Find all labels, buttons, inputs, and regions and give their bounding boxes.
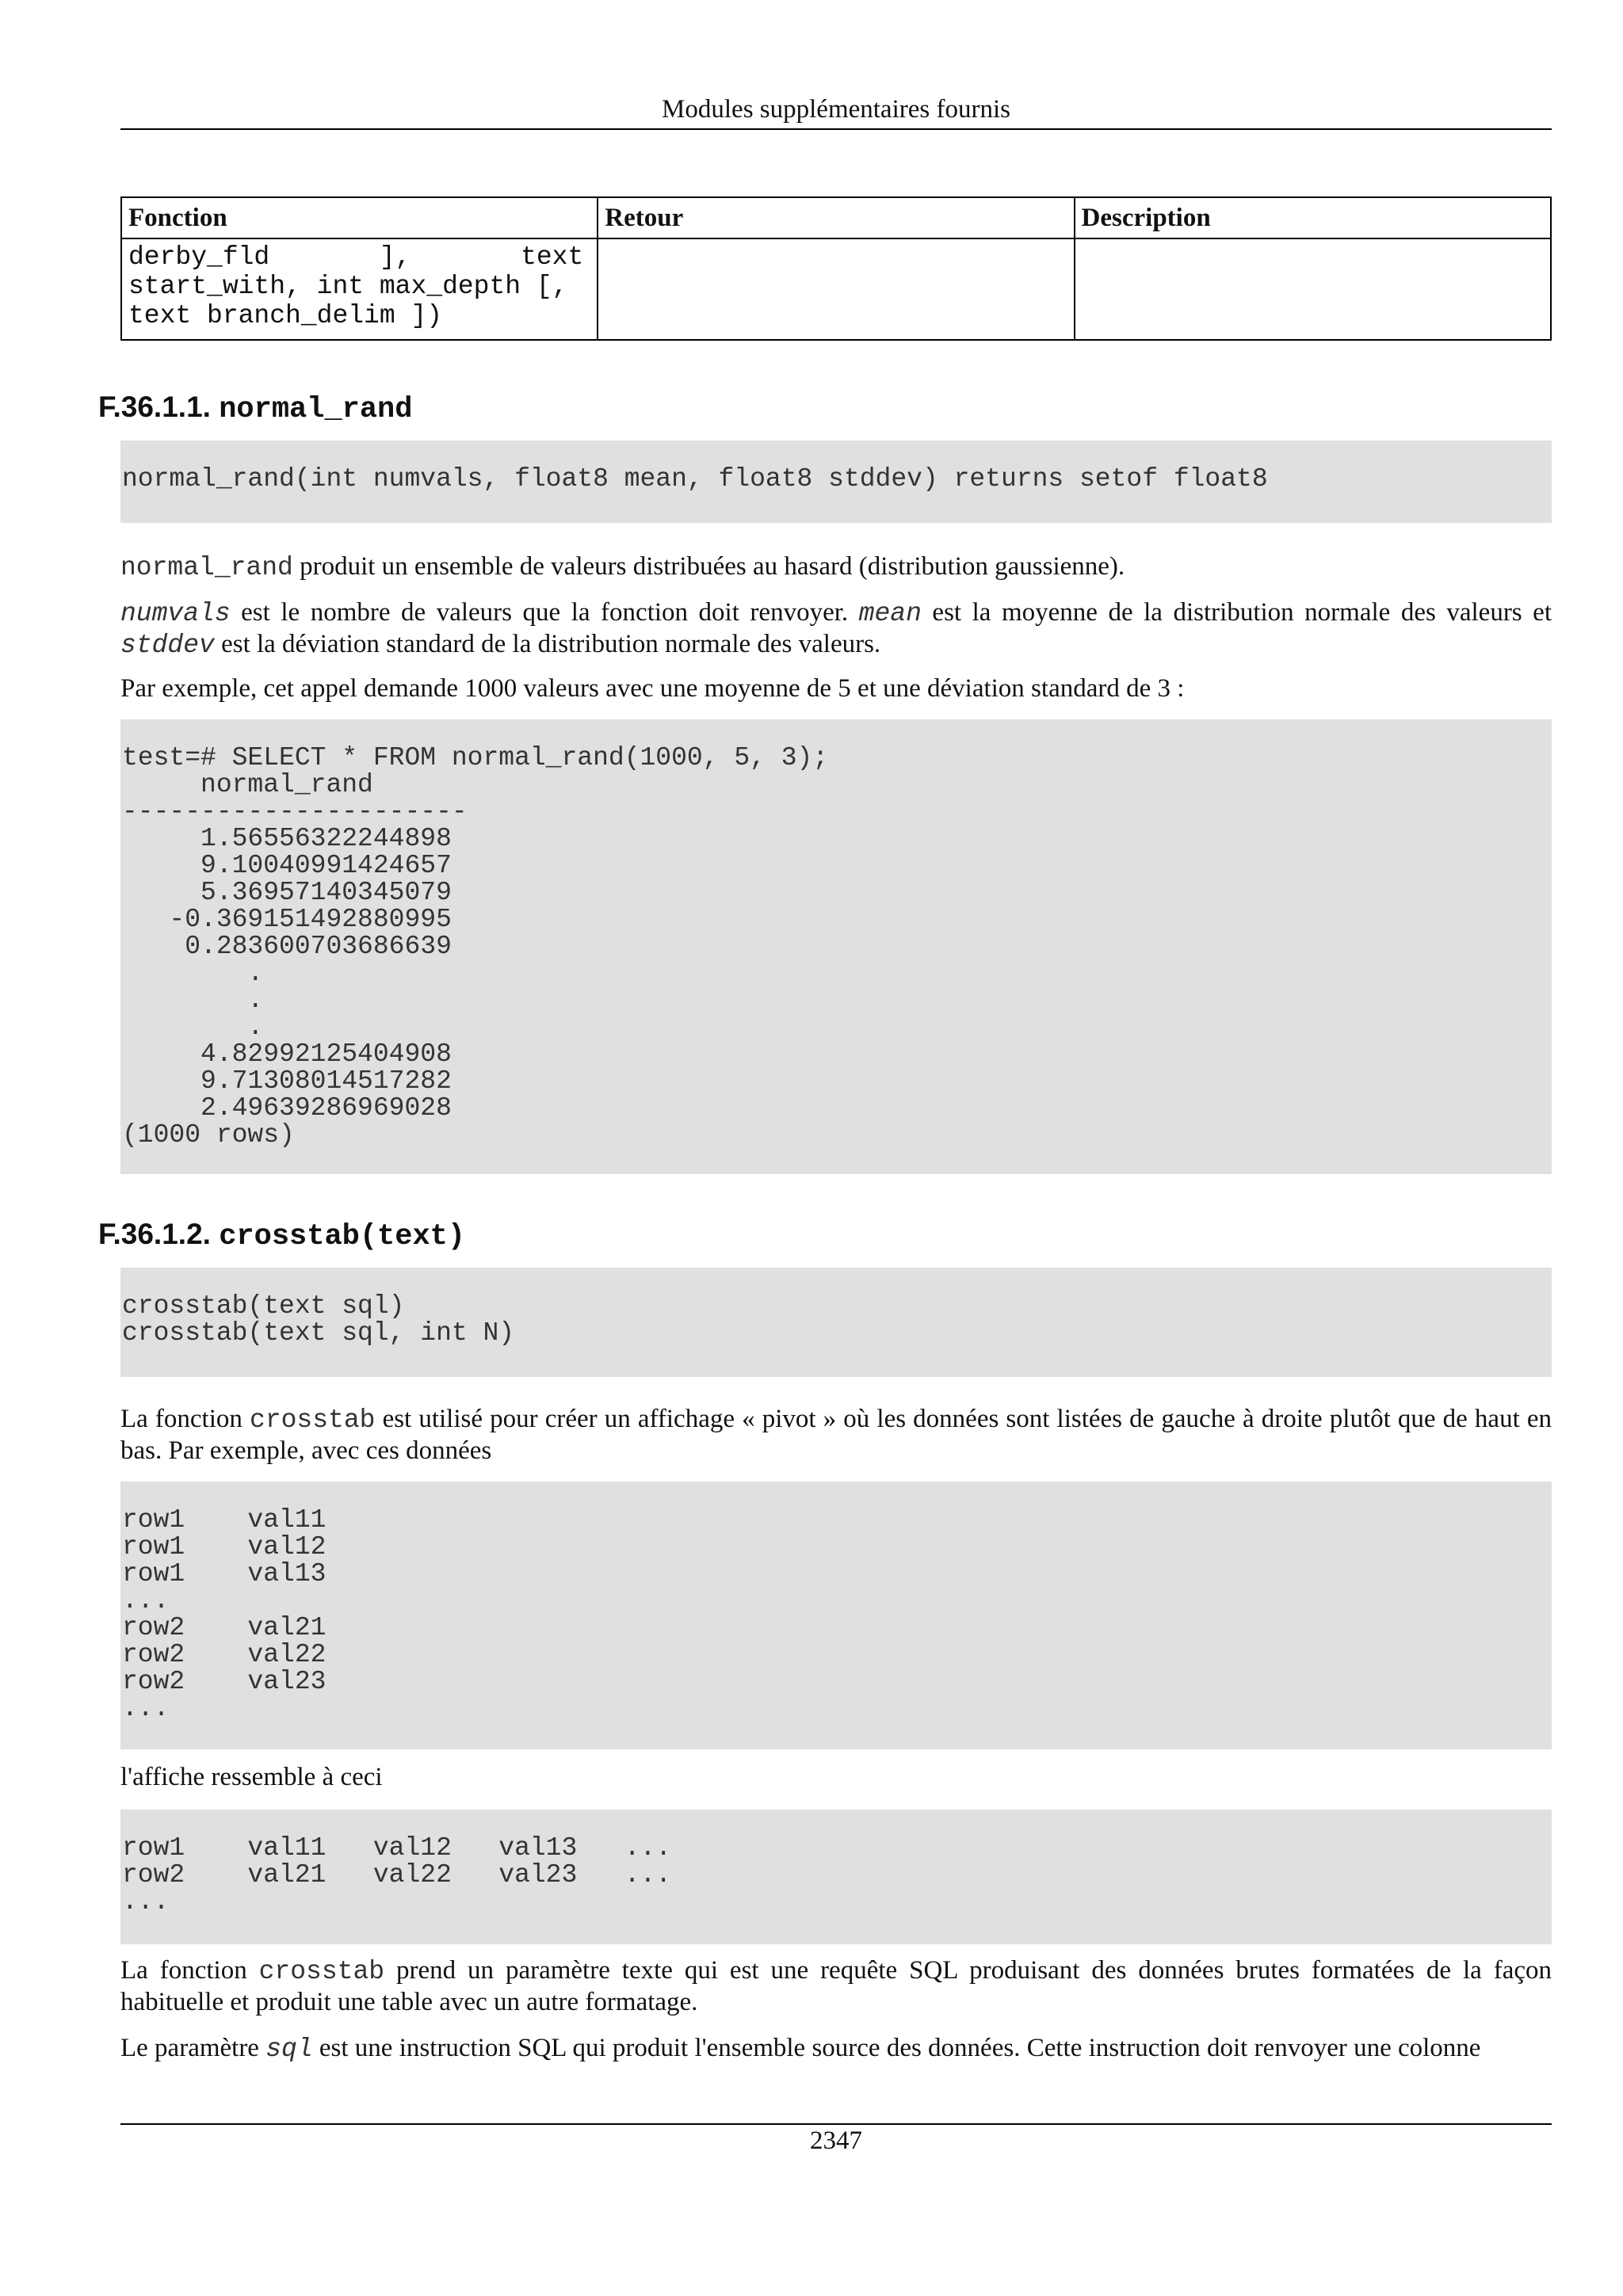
function-signature-cell [121, 238, 598, 340]
synopsis-block-crosstab [120, 1268, 1552, 1377]
header-rule [120, 128, 1552, 130]
inline-code: crosstab [250, 1405, 376, 1435]
inline-code: normal_rand [120, 553, 293, 582]
function-signature-line: text branch_delim ]) [128, 301, 443, 330]
table-row [121, 238, 1551, 340]
paragraph-pivot-intro: l'affiche ressemble à ceci [120, 1763, 383, 1791]
section-number: F.36.1.2. [98, 1218, 211, 1250]
paragraph-text: Le paramètre [120, 2034, 266, 2062]
paragraph-text: est le nombre de valeurs que la fonction doit renvoyer. [230, 598, 859, 627]
pivot-example-block [120, 1810, 1552, 1944]
paragraph-text: La fonction [120, 1405, 250, 1433]
inline-code: crosstab [258, 1957, 385, 1986]
section-heading-normal-rand [98, 390, 412, 427]
function-table [120, 196, 1552, 341]
paragraph-text: est utilisé pour créer un affichage « pivot » où les données sont listées de gauche à droite plutôt que de haut en bas. Par exemple, avec ces données [120, 1405, 1552, 1465]
parameter-name: stddev [120, 631, 215, 660]
function-signature-line: start_with, int max_depth [, [128, 272, 568, 301]
synopsis-code: normal_rand(int numvals, float8 mean, float8 stddev) returns setof float8 [122, 464, 1268, 494]
section-heading-crosstab-text [98, 1217, 465, 1254]
return-cell [598, 238, 1074, 340]
parameter-name: sql [265, 2035, 313, 2064]
parameter-name: numvals [120, 599, 231, 628]
paragraph-text: prend un paramètre texte qui est une requête SQL produisant des données brutes formatées de la façon habituelle et produit une table avec un autre formatage. [120, 1956, 1552, 2016]
pivot-example-code: row1 val11 val12 val13 ... row2 val21 val22 val23 ... ... [122, 1833, 672, 1917]
paragraph-sql-param [120, 2033, 1552, 2065]
paragraph-crosstab-param [120, 1955, 1552, 2017]
column-header-retour: Retour [598, 197, 1074, 238]
description-cell [1075, 238, 1551, 340]
synopsis-code: crosstab(text sql) crosstab(text sql, int N) [122, 1291, 515, 1348]
synopsis-block-normal-rand [120, 441, 1552, 523]
page-number: 2347 [810, 2126, 862, 2155]
data-example-block [120, 1482, 1552, 1749]
paragraph-text: est une instruction SQL qui produit l'ensemble source des données. Cette instruction doit renvoyer une colonne [312, 2034, 1481, 2062]
column-header-description: Description [1075, 197, 1551, 238]
section-number: F.36.1.1. [98, 391, 211, 423]
data-example-code: row1 val11 row1 val12 row1 val13 ... row2 val21 row2 val22 row2 val23 ... [122, 1505, 327, 1723]
section-function-name: normal_rand [219, 393, 413, 426]
example-code: test=# SELECT * FROM normal_rand(1000, 5, 3); normal_rand ---------------------- 1.56556322244898 9.10040991424657 5.36957140345079 -0.369151492880995 0.283600703686639 . . . 4.82992125404908 9.71308014517282 2.49639286969028 (1000 rows) [122, 743, 829, 1150]
parameter-name: mean [858, 599, 922, 628]
running-header: Modules supplémentaires fournis [662, 95, 1010, 124]
paragraph-normal-rand-example-intro: Par exemple, cet appel demande 1000 valeurs avec une moyenne de 5 et une déviation standard de 3 : [120, 674, 1185, 703]
example-block-normal-rand [120, 719, 1552, 1174]
paragraph-text: est la déviation standard de la distribution normale des valeurs. [214, 630, 881, 658]
table-header-row [121, 197, 1551, 238]
paragraph-text: produit un ensemble de valeurs distribuées au hasard (distribution gaussienne). [292, 552, 1125, 581]
function-signature-line: derby_fld ], text [128, 242, 584, 272]
paragraph-normal-rand-intro [120, 551, 1552, 583]
paragraph-crosstab-intro [120, 1404, 1552, 1466]
paragraph-text: est la moyenne de la distribution normale des valeurs et [921, 598, 1552, 627]
column-header-fonction: Fonction [121, 197, 598, 238]
paragraph-normal-rand-params [120, 597, 1552, 661]
section-function-name: crosstab(text) [219, 1220, 466, 1253]
paragraph-text: La fonction [120, 1956, 259, 1985]
